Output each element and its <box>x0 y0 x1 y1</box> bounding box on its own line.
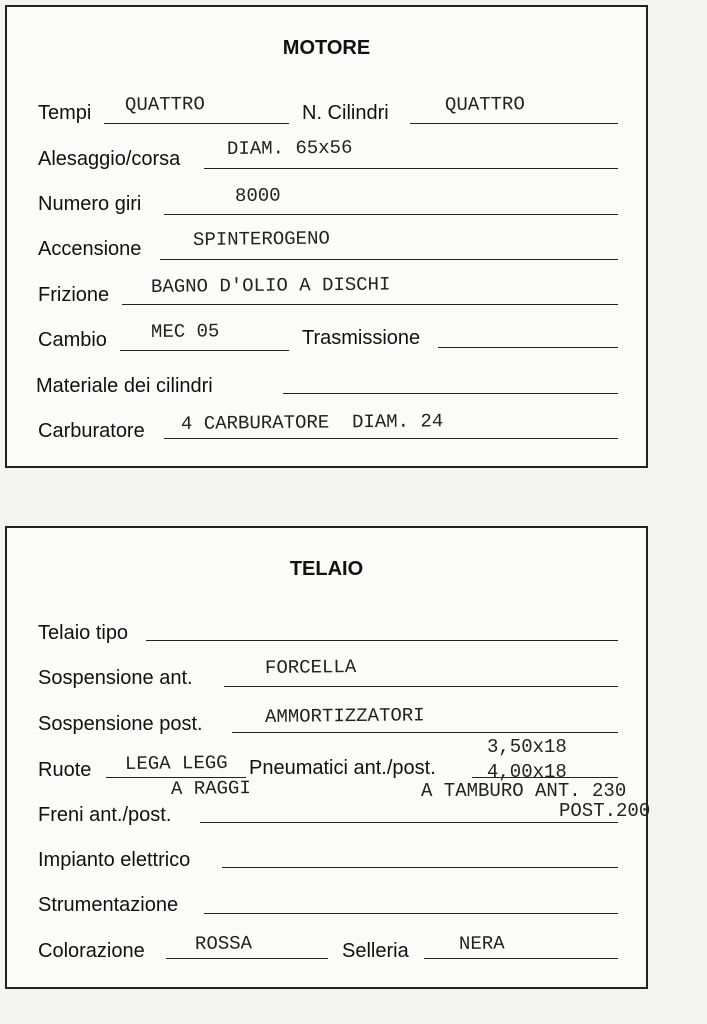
frizione-line <box>122 304 618 305</box>
cilindri-line <box>410 123 618 124</box>
freni-label: Freni ant./post. <box>38 804 172 826</box>
giri-value: 8000 <box>234 184 281 207</box>
pneumatici-post-value: 4,00x18 <box>487 761 567 783</box>
carburatore-label: Carburatore <box>38 420 145 442</box>
tempi-value: QUATTRO <box>124 93 205 116</box>
strumentazione-label: Strumentazione <box>38 894 179 916</box>
materiale-label: Materiale dei cilindri <box>36 375 213 397</box>
selleria-value: NERA <box>458 932 505 955</box>
ruote-label: Ruote <box>38 759 92 781</box>
motore-title: MOTORE <box>282 37 371 59</box>
selleria-line <box>424 958 618 959</box>
motore-card <box>5 5 648 468</box>
colorazione-label: Colorazione <box>38 940 145 962</box>
telaio-tipo-label: Telaio tipo <box>38 622 129 644</box>
freni-line <box>200 822 618 823</box>
impianto-line <box>222 867 618 868</box>
accensione-label: Accensione <box>38 238 142 260</box>
impianto-label: Impianto elettrico <box>38 849 191 871</box>
tempi-line <box>104 123 289 124</box>
freni-post-value: POST.200 <box>559 800 651 822</box>
telaio-card <box>5 526 651 989</box>
accensione-value: SPINTEROGENO <box>192 227 330 251</box>
sosp-ant-line <box>224 686 618 687</box>
alesaggio-label: Alesaggio/corsa <box>38 148 181 170</box>
tempi-label: Tempi <box>38 102 92 124</box>
carburatore-line <box>164 438 618 439</box>
giri-line <box>164 214 618 215</box>
sosp-post-value: AMMORTIZZATORI <box>264 704 425 728</box>
giri-label: Numero giri <box>38 193 142 215</box>
selleria-label: Selleria <box>342 940 409 962</box>
ruote-value-1: LEGA LEGG <box>124 751 228 775</box>
materiale-line <box>283 393 618 394</box>
alesaggio-line <box>204 168 618 169</box>
telaio-title: TELAIO <box>289 558 364 580</box>
cilindri-value: QUATTRO <box>444 93 525 116</box>
colorazione-line <box>166 958 328 959</box>
alesaggio-value: DIAM. 65x56 <box>226 136 353 160</box>
colorazione-value: ROSSA <box>194 932 253 955</box>
strumentazione-line <box>204 913 618 914</box>
trasmissione-label: Trasmissione <box>302 327 421 349</box>
ruote-value-2: A RAGGI <box>170 777 251 800</box>
freni-ant-value: A TAMBURO ANT. 230 <box>421 780 627 802</box>
sosp-post-line <box>232 732 618 733</box>
frizione-label: Frizione <box>38 284 110 306</box>
frizione-value: BAGNO D'OLIO A DISCHI <box>150 273 391 298</box>
cambio-value: MEC 05 <box>150 320 220 343</box>
pneumatici-ant-value: 3,50x18 <box>487 736 567 758</box>
accensione-line <box>160 259 618 260</box>
sosp-post-label: Sospensione post. <box>38 713 203 735</box>
cambio-line <box>120 350 289 351</box>
cambio-label: Cambio <box>38 329 107 351</box>
telaio-tipo-line <box>146 640 618 641</box>
carburatore-value: 4 CARBURATORE DIAM. 24 <box>180 410 444 435</box>
trasmissione-line <box>438 347 618 348</box>
cilindri-label: N. Cilindri <box>302 102 389 124</box>
sosp-ant-label: Sospensione ant. <box>38 667 193 689</box>
pneumatici-label: Pneumatici ant./post. <box>249 757 436 779</box>
sosp-ant-value: FORCELLA <box>264 656 357 679</box>
